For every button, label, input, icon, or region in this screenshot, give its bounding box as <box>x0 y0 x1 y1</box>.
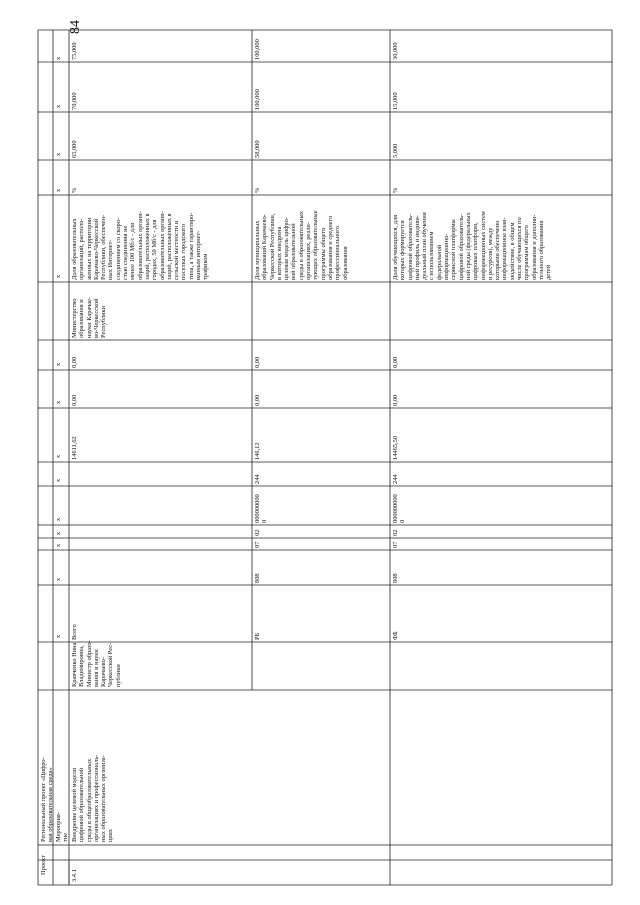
header-x-v2: х <box>55 362 62 366</box>
row-rb-csr: 000000000 0 <box>254 494 269 523</box>
row-fb-unit: % <box>392 187 399 193</box>
row-rb-grbs: 808 <box>254 573 261 583</box>
row-total-unit: % <box>71 187 78 193</box>
row-rb-y2: 100,000 <box>254 89 261 110</box>
row-rb-y1: 58,000 <box>254 140 261 158</box>
row-total-amount: 14611,62 <box>71 436 78 460</box>
row-rb-label: РБ <box>254 632 261 640</box>
row-total-y3: 75,000 <box>71 42 78 60</box>
header-event: Мероприя- тие <box>55 812 70 842</box>
row-rb-unit: % <box>254 187 261 193</box>
row-total-indicator: Доля образовательных организаций, располо- женных на территории Карачаево-Черкесской Республики, обеспечен- ных Интернет- соединением со скоро- стью соединения не менее 100 Мб/с - для образовательных органи- заций, расположенных в городах, 50 Мб/с - для образовательных органи- заций, расположенных в сельской местности и поселках городского типа, а также гарантиро- ванным интернет- трафиком <box>71 211 210 280</box>
row-fb-amount: 14465,50 <box>392 436 399 460</box>
row-fb-v1: 0,00 <box>392 394 399 406</box>
row-fb-pr: 02 <box>392 529 399 536</box>
header-x-pr: х <box>55 531 62 535</box>
header-x-label: х <box>55 634 62 638</box>
row-fb-indicator: Доля обучающихся, для которых формируется цифровой образователь- ный профиль и индиви- дуальный план обучения с использованием федеральной информационно- сервисной платформы цифровой образователь- ной среды (федеральных цифровых платформ, информационных систем и ресурсов), между которыми обеспечено информационное взаи- модействие, в общем числе обучающихся по программам общего образования и дополни- тельного образования детей <box>392 211 553 280</box>
header-x-vr: х <box>55 478 62 482</box>
header-x-csr: х <box>55 517 62 521</box>
row-rb-y3: 100,000 <box>254 39 261 60</box>
row-rb-v1: 0,00 <box>254 394 261 406</box>
row-rb-rz: 07 <box>254 541 261 548</box>
row-total-v1: 0,00 <box>71 394 78 406</box>
row-total-y1: 65,000 <box>71 140 78 158</box>
row-number: 3.4.1 <box>71 869 78 882</box>
row-total-executor: Министерство образования и науки Карачае- во-Черкесской Республики <box>71 296 108 338</box>
header-x-grbs: х <box>55 577 62 581</box>
row-fb-y1: 5,000 <box>392 143 399 158</box>
row-rb-v2: 0,00 <box>254 356 261 368</box>
header-project: Проект <box>40 855 47 875</box>
row-rb-indicator: Доля муниципальных образований Карачаево- Черкесской Республики, в которых внедрена целевая модель цифро- вой образовательной среды в образовательных организациях, реали- зующих образовательные программы общего образования и среднего профессионального образования <box>254 210 349 280</box>
event-title: Внедрение целевой модели цифровой образовательной среды в общеобразовательных организациях и профессиональ- ных образовательных организа- циях <box>71 754 115 842</box>
row-rb-vr: 244 <box>254 474 261 484</box>
row-fb-csr: 000000000 0 <box>392 494 407 523</box>
row-fb-vr: 244 <box>392 474 399 484</box>
header-x-y1: х <box>55 152 62 156</box>
header-x-v1: х <box>55 400 62 404</box>
row-fb-y3: 30,000 <box>392 42 399 60</box>
row-fb-v2: 0,00 <box>392 356 399 368</box>
row-total-y2: 70,000 <box>71 92 78 110</box>
project-title: Региональный проект «Цифро- вая образовательная среда» <box>40 757 55 842</box>
row-rb-pr: 02 <box>254 529 261 536</box>
row-fb-grbs: 808 <box>392 573 399 583</box>
header-x-unit: х <box>55 188 62 192</box>
header-x-y2: х <box>55 104 62 108</box>
row-rb-amount: 146,12 <box>254 442 261 460</box>
header-x-rz: х <box>55 543 62 547</box>
row-fb-rz: 07 <box>392 541 399 548</box>
row-total-label: Всего <box>71 624 78 640</box>
responsible-person: Кравченко Нина Владимировна, Министр образо- вания и науки Карачаево- Черкесской Рес- публики <box>71 640 122 687</box>
page-number: 84 <box>68 20 83 34</box>
row-fb-label: ФБ <box>392 631 399 640</box>
row-total-v2: 0,00 <box>71 356 78 368</box>
header-x-indicator: х <box>55 274 62 278</box>
row-fb-y2: 15,000 <box>392 92 399 110</box>
header-x-amount: х <box>55 454 62 458</box>
header-x-y3: х <box>55 56 62 60</box>
